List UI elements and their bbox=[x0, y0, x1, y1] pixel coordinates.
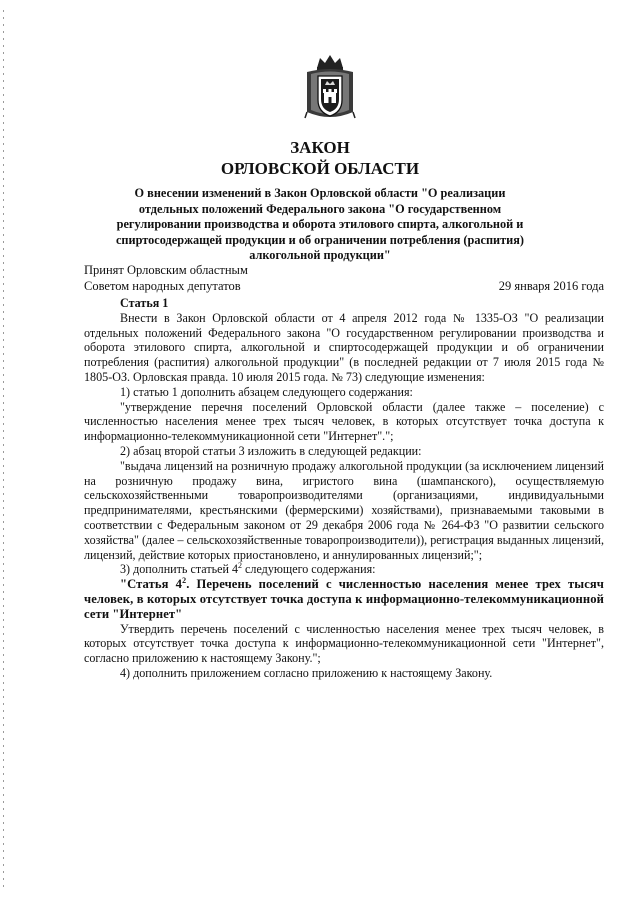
amendment-item-3-prefix: 3) дополнить статьей 4 bbox=[120, 562, 239, 577]
new-article-text: Утвердить перечень поселений с численностью населения менее трех тысяч человек, в которых отсутствует точка доступа к информационно-телекоммуникационной сети "Интернет", согласно приложению к настоящему Закону."; bbox=[84, 621, 604, 666]
article-1 bbox=[84, 296, 604, 681]
amendment-item-1-text: "утверждение перечня поселений Орловской области (далее также – поселение) с численностью населения менее трех тысяч человек, в которых отсутствует точка доступа к информационно-телекоммуникационной сети "Интернет"."; bbox=[84, 399, 604, 444]
article-1-intro: Внести в Закон Орловской области от 4 апреля 2012 года № 1335-ОЗ "О реализации отдельных положений Федерального закона "О государственном регулировании производства и оборота этилового спирта, алкогольной и спиртосодержащей продукции и об ограничении потребления (распития) алкогольной продукции" (в последней редакции от 7 июля 2015 года № 1805-ОЗ. Орловская правда. 10 июля 2015 года. № 73) следующие изменения: bbox=[84, 310, 604, 384]
law-subtitle: О внесении изменений в Закон Орловской области "О реализации отдельных положений Федерального закона "О государственном регулировании производства и оборота этилового спирта, алкогольной и спиртосодержащей продукции и об ограничении потребления (распития) алкогольной продукции" bbox=[115, 186, 525, 262]
amendment-item-4: 4) дополнить приложением согласно приложению к настоящему Закону. bbox=[120, 665, 493, 680]
adopted-line-2: Советом народных депутатов bbox=[84, 279, 241, 293]
new-article-heading bbox=[84, 577, 604, 621]
region-title: ОРЛОВСКОЙ ОБЛАСТИ bbox=[220, 159, 420, 178]
new-article-title: . Перечень поселений с численностью населения менее трех тысяч человек, в которых отсутствует точка доступа к информационно-телекоммуникационной сети "Интернет" bbox=[84, 577, 604, 621]
article-1-heading: Статья 1 bbox=[120, 296, 169, 310]
adopted-line-1: Принят Орловским областным bbox=[84, 263, 248, 277]
new-article-sup: 2 bbox=[182, 575, 187, 585]
amendment-item-3-suffix: следующего содержания: bbox=[242, 562, 376, 577]
coat-of-arms-icon bbox=[301, 52, 359, 124]
amendment-item-2-text: "выдача лицензий на розничную продажу алкогольной продукции (за исключением лицензий на розничную продажу вина, игристого вина (шампанского), осуществляемую сельскохозяйственными товаропроизводителями (организациями, индивидуальными предпринимателями, крестьянскими (фермерскими) хозяйствами), признаваемыми таковыми в соответствии с Федеральным законом от 29 декабря 2006 года № 264-ФЗ "О развитии сельского хозяйства" (далее – сельскохозяйственные товаропроизводители)), регистрация выданных лицензий, лицензий, действие которых приостановлено, и аннулированных лицензий;"; bbox=[84, 458, 604, 562]
new-article-prefix: "Статья 4 bbox=[120, 577, 183, 592]
amendment-item-3-sup: 2 bbox=[238, 561, 243, 571]
amendment-item-3 bbox=[84, 562, 604, 577]
amendment-item-1: 1) статью 1 дополнить абзацем следующего содержания: bbox=[120, 384, 413, 399]
amendment-item-2: 2) абзац второй статьи 3 изложить в следующей редакции: bbox=[120, 443, 422, 458]
adoption-date: 29 января 2016 года bbox=[498, 279, 604, 293]
adoption-block bbox=[84, 262, 604, 294]
law-title: ЗАКОН bbox=[290, 138, 350, 157]
